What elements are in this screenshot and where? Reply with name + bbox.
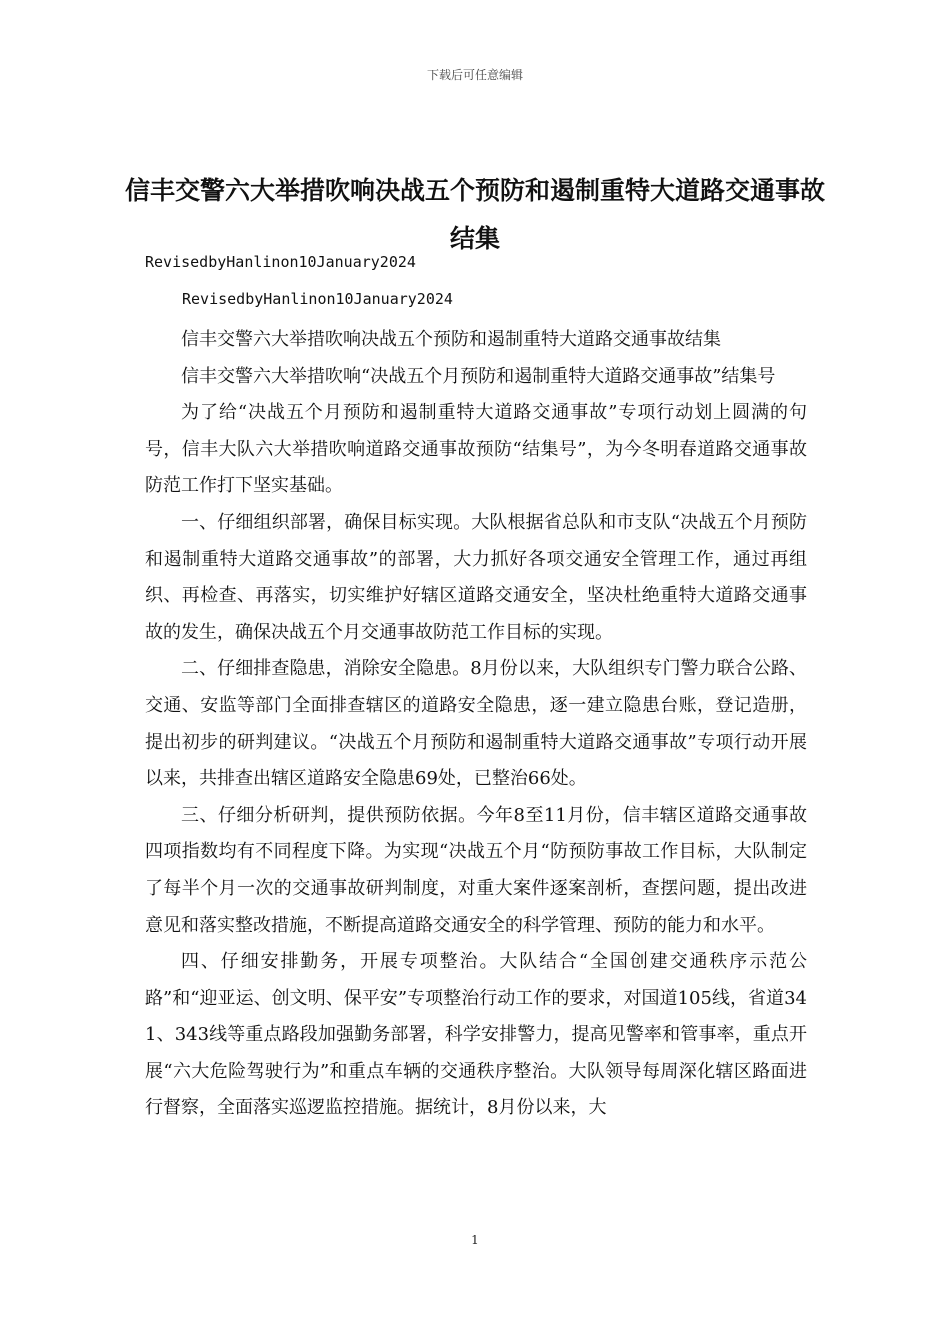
body-paragraph-subtitle: 信丰交警六大举措吹响决战五个预防和遏制重特大道路交通事故结集 [181,329,721,350]
revised-line-2: RevisedbyHanlinon10January2024 [182,290,453,308]
body-paragraph-section-1: 一、仔细组织部署，确保目标实现。大队根据省总队和市支队“决战五个月预防和遏制重特大道路交通事故”的部署，大力抓好各项交通安全管理工作，通过再组织、再检查、再落实，切实维护好辖区道路交通安全，坚决杜绝重特大道路交通事故的发生，确保决战五个月交通事故防范工作目标的实现。 [145,511,807,643]
document-body [145,322,807,1127]
body-paragraph-section-4: 四、仔细安排勤务，开展专项整治。大队结合“全国创建交通秩序示范公路”和“迎亚运、创文明、保平安”专项整治行动工作的要求，对国道105线，省道341、343线等重点路段加强勤务部署，科学安排警力，提高见警率和管事率，重点开展“六大危险驾驶行为”和重点车辆的交通秩序整治。大队领导每周深化辖区路面进行督察，全面落实巡逻监控措施。据统计，8月份以来，大 [145,951,807,1119]
body-paragraph-section-2: 二、仔细排查隐患，消除安全隐患。8月份以来，大队组织专门警力联合公路、交通、安监等部门全面排查辖区的道路安全隐患，逐一建立隐患台账，登记造册，提出初步的研判建议。“决战五个月预防和遏制重特大道路交通事故”专项行动开展以来，共排查出辖区道路安全隐患69处，已整治66处。 [145,658,807,790]
page-number: 1 [471,1233,479,1247]
body-paragraph-headline: 信丰交警六大举措吹响“决战五个月预防和遏制重特大道路交通事故”结集号 [181,365,776,387]
revised-line-1: RevisedbyHanlinon10January2024 [145,253,416,271]
document-title: 信丰交警六大举措吹响决战五个预防和遏制重特大道路交通事故结集 [124,175,825,253]
page-header-note: 下载后可任意编辑 [426,68,523,82]
body-paragraph-intro: 为了给“决战五个月预防和遏制重特大道路交通事故”专项行动划上圆满的句号，信丰大队六大举措吹响道路交通事故预防“结集号”，为今冬明春道路交通事故防范工作打下坚实基础。 [145,402,807,497]
body-paragraph-section-3: 三、仔细分析研判，提供预防依据。今年8至11月份，信丰辖区道路交通事故四项指数均有不同程度下降。为实现“决战五个月“防预防事故工作目标，大队制定了每半个月一次的交通事故研判制度，对重大案件逐案剖析，查摆问题，提出改进意见和落实整改措施，不断提高道路交通安全的科学管理、预防的能力和水平。 [145,804,807,936]
